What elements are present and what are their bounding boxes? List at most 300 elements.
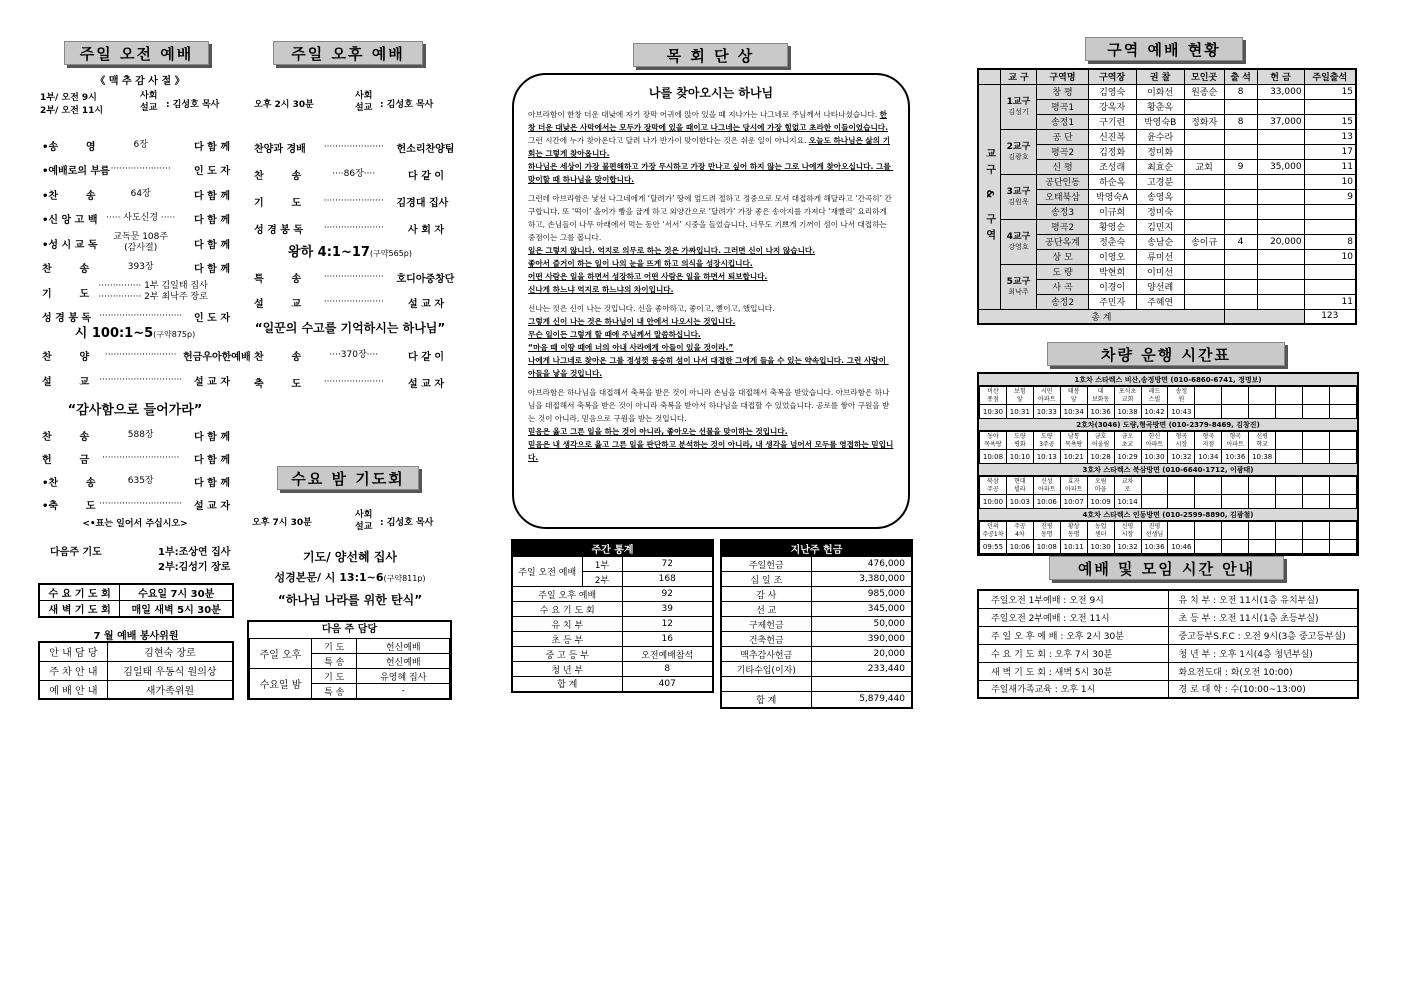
district-cell: [1257, 144, 1304, 159]
district-cell: 상 모: [1037, 249, 1088, 264]
offering-amount: 20,000: [811, 647, 912, 662]
district-cell: [1184, 174, 1224, 189]
order-leader: 헌금우아한예배: [182, 351, 251, 363]
district-cell: 김민지: [1136, 219, 1184, 234]
district-cell: 강옥자: [1088, 99, 1136, 114]
offering-amount: 390,000: [811, 632, 912, 647]
bus-stop: 오림 마을: [1087, 477, 1114, 495]
district-cell: 20,000: [1257, 234, 1304, 249]
schedule-left: 주 일 오 후 예 배 : 오후 2시 30분: [978, 626, 1168, 644]
district-table: [977, 68, 1357, 325]
stats-row: [512, 602, 713, 617]
volunteer-title: 7 월 예배 봉사위원: [93, 631, 179, 642]
order-detail: ·····························: [99, 498, 183, 509]
morning-title: 주일 오전 예배: [64, 41, 209, 65]
district-cell: 조성래: [1088, 159, 1136, 174]
stats-label: 합 계: [512, 677, 622, 692]
bus-time: 10:14: [1114, 495, 1141, 509]
bus-stop: 형곡 아파트: [1222, 432, 1249, 450]
offering-row: [721, 557, 912, 572]
volunteer-role: 주 차 안 내: [39, 661, 107, 680]
bus-time: [1195, 405, 1222, 419]
bus-stop: 현대 빌라: [1006, 477, 1033, 495]
bus-time: 10:36: [1087, 405, 1114, 419]
offering-row: [721, 692, 912, 708]
pastor-text-span: 한창 더운 대낮은 사막에서는 모두가 장막에 있을 때이고 나그네는 당시에 가장 힘없고 초라한 이들이었습니다.: [528, 110, 889, 132]
district-cell: 이규희: [1088, 204, 1136, 219]
group-name: 3교구: [1006, 186, 1031, 197]
bus-time: [1276, 405, 1303, 419]
offering-row: [721, 602, 912, 617]
district-row: [978, 219, 1356, 234]
district-cell: [1224, 189, 1257, 204]
bus-time: 10:43: [1168, 405, 1195, 419]
bus-stop: 농업 센터: [1087, 522, 1114, 540]
district-cell: [1304, 204, 1356, 219]
district-col-header: 헌 금: [1257, 69, 1304, 84]
afternoon-scripture: [250, 241, 450, 260]
offering-label: 감 사: [721, 587, 811, 602]
stats-label: 초 등 부: [512, 632, 622, 647]
next-week-person: -: [357, 684, 450, 699]
stats-body: [512, 557, 713, 692]
district-cell: 17: [1304, 144, 1356, 159]
stats-row: [512, 632, 713, 647]
district-group: [1000, 219, 1037, 264]
bus-time: 10:08: [1033, 540, 1060, 554]
bus-time: 10:30: [1141, 450, 1168, 464]
order-label: 설 교: [42, 376, 90, 388]
order-detail: ·····················: [323, 222, 384, 233]
volunteer-name: 김일태 우동식 원의상: [107, 661, 233, 680]
morning-subtitle: 《 맥 추 감 사 절 》: [95, 76, 185, 87]
district-cell: [1224, 204, 1257, 219]
group-leader: 김원욱: [1008, 197, 1029, 206]
stats-label: 유 치 부: [512, 617, 622, 632]
district-cell: 황영순: [1088, 219, 1136, 234]
bus-stop: 송정 원: [1168, 387, 1195, 405]
order-leader: 설 교 자: [194, 376, 230, 388]
district-group: [1000, 264, 1037, 309]
district-cell: 8: [1304, 234, 1356, 249]
order-row: [42, 425, 230, 445]
district-cell: 13: [1304, 129, 1356, 144]
district-cell: [1184, 264, 1224, 279]
district-cell: 교회: [1184, 159, 1224, 174]
stats-value: 오전예배참석: [622, 647, 713, 662]
bus-route-table: [979, 521, 1357, 554]
order-label: 헌 금: [42, 454, 90, 466]
district-row: [978, 174, 1356, 189]
bus-stops-row: [980, 477, 1357, 495]
bus-time: [1249, 405, 1276, 419]
order-leader: 인 도 자: [194, 166, 230, 177]
district-cell: [1224, 264, 1257, 279]
next-week-role: 특 송: [312, 684, 357, 699]
order-label: •성 시 교 독: [42, 239, 98, 251]
stats-sub: 2부: [582, 572, 622, 587]
afternoon-sermon-title: “일꾼의 수고를 기억하시는 하나님”: [254, 321, 446, 335]
district-cell: 공단인동: [1037, 174, 1088, 189]
district-cell: [1184, 144, 1224, 159]
stats-value: 8: [622, 662, 713, 677]
district-cell: 고경분: [1136, 174, 1184, 189]
district-cell: 11: [1304, 159, 1356, 174]
district-total-label: 총 계: [978, 309, 1224, 324]
bus-time: 10:46: [1168, 540, 1195, 554]
bus-route-table: [979, 476, 1357, 509]
district-cell: 정미숙: [1136, 204, 1184, 219]
district-cell: 주민자: [1088, 294, 1136, 309]
bus-stop: 형곡 시장: [1168, 432, 1195, 450]
district-cell: 김영숙: [1088, 84, 1136, 99]
district-cell: [1224, 129, 1257, 144]
bus-stops-row: [980, 432, 1357, 450]
order-detail: 64장: [130, 188, 151, 199]
order-detail: 393장: [127, 262, 154, 272]
next-prayer-label: 다음주 기도: [50, 547, 102, 558]
bus-times-row: [980, 495, 1357, 509]
order-label: 기 도: [254, 197, 302, 209]
offering-table: [720, 539, 913, 709]
morning-scripture-ref: 시 100:1~5: [74, 326, 154, 341]
district-cell: 박영숙B: [1136, 114, 1184, 129]
schedule-left: 새 벽 기 도 회 : 새벽 5시 30분: [978, 662, 1168, 680]
order-label: 성 경 봉 독: [254, 224, 304, 236]
bus-stop: 시민 아파트: [1033, 387, 1060, 405]
district-col-header: 구역명: [1037, 69, 1088, 84]
order-leader: 김경대 집사: [396, 197, 449, 209]
bus-stop: 동아 목욕탕: [980, 432, 1007, 450]
district-cell: 양선례: [1136, 279, 1184, 294]
order-label: 찬 양: [42, 351, 90, 363]
order-row: [42, 258, 230, 278]
pastor-title: 목 회 단 상: [633, 43, 788, 67]
bus-stop: [1329, 477, 1356, 495]
district-cell: 평곡1: [1037, 99, 1088, 114]
bus-stop: 한신 아파트: [1141, 432, 1168, 450]
district-cell: 33,000: [1257, 84, 1304, 99]
bus-time: [1195, 540, 1222, 554]
volunteer-role: 안 내 담 당: [39, 642, 107, 661]
offering-body: [721, 557, 912, 708]
district-group: [1000, 174, 1037, 219]
wednesday-scripture-ref: 성경본문/ 시 13:1~6: [274, 571, 384, 584]
prayer-name: 새 벽 기 도 회: [39, 601, 120, 618]
morning-presider-label: 사회 설교: [140, 91, 158, 113]
district-row: [978, 129, 1356, 144]
order-leader: 설 교 자: [408, 298, 444, 310]
bus-stop: [1329, 387, 1356, 405]
offering-label: 구제헌금: [721, 617, 811, 632]
offering-label: 합 계: [721, 692, 811, 708]
bus-time: [1222, 495, 1249, 509]
prayer-time: 매일 새벽 5시 30분: [120, 601, 233, 618]
order-label: 축 도: [254, 378, 302, 390]
bus-time: 10:34: [1060, 405, 1087, 419]
offering-row: [721, 647, 912, 662]
district-cell: 8: [1224, 84, 1257, 99]
bus-time: 10:00: [980, 495, 1007, 509]
bus-stop: [1276, 477, 1303, 495]
schedule-title: 예배 및 모임 시간 안내: [1049, 556, 1284, 580]
bus-stop: [1222, 522, 1249, 540]
order-row: [254, 345, 444, 365]
bus-time: [1222, 405, 1249, 419]
order-leader: 다 함 께: [194, 477, 230, 489]
district-cell: [1304, 279, 1356, 294]
bus-stop: 도량 3주공: [1033, 432, 1060, 450]
stats-row: [512, 662, 713, 677]
order-label: 찬 송: [254, 170, 302, 182]
district-cell: 김정화: [1088, 144, 1136, 159]
wednesday-presider-name: : 김성호 목사: [380, 518, 434, 528]
offering-amount: 50,000: [811, 617, 912, 632]
district-cell: [1184, 294, 1224, 309]
district-cell: 송이규: [1184, 234, 1224, 249]
bus-stop: [1303, 432, 1330, 450]
offering-amount: 3,380,000: [811, 572, 912, 587]
order-leader: 설 교 자: [408, 378, 444, 390]
district-cell: [1184, 129, 1224, 144]
bus-stop: [1276, 387, 1303, 405]
order-detail: ·····························: [99, 311, 183, 321]
district-group: [1000, 84, 1037, 129]
offering-label: 십 일 조: [721, 572, 811, 587]
order-detail: ·····················: [323, 296, 384, 307]
bus-stop: 금호 어울림: [1087, 432, 1114, 450]
bus-time: 10:34: [1195, 450, 1222, 464]
order-detail: ····86장····: [332, 168, 376, 179]
service-2-time: 2부/ 오전 11시: [40, 106, 104, 116]
bus-route-name: 3호차 스타렉스 북삼방면 (010-6640-1712, 이광태): [979, 464, 1357, 476]
district-cell: 창 평: [1037, 84, 1088, 99]
bus-times-row: [980, 450, 1357, 464]
order-row: [254, 164, 444, 184]
bus-stop: 태봉 앞: [1060, 387, 1087, 405]
wednesday-presider-label: 사회 설교: [355, 510, 373, 532]
schedule-right: 초 등 부 : 오전 11시(1층 초등부실): [1168, 608, 1358, 626]
bus-time: [1168, 495, 1195, 509]
bus-time: 10:38: [1114, 405, 1141, 419]
stats-row: [512, 677, 713, 692]
district-cell: [1184, 249, 1224, 264]
district-cell: 송정1: [1037, 114, 1088, 129]
district-cell: 평곡2: [1037, 144, 1088, 159]
bus-time: 10:33: [1033, 405, 1060, 419]
offering-row: [721, 677, 912, 692]
district-cell: [1257, 99, 1304, 114]
schedule-right: 청 년 부 : 오후 1시(4층 청년부실): [1168, 644, 1358, 662]
morning-presider-name: : 김성호 목사: [166, 100, 220, 110]
bus-time: 10:08: [980, 450, 1007, 464]
schedule-right: 화요전도대 : 화(오전 10:00): [1168, 662, 1358, 680]
bus-time: 10:28: [1087, 450, 1114, 464]
district-cell: 정화자: [1184, 114, 1224, 129]
stats-value: 92: [622, 587, 713, 602]
group-leader: 김광호: [1008, 152, 1029, 161]
bus-time: [1249, 495, 1276, 509]
district-cell: 최효순: [1136, 159, 1184, 174]
district-cell: 평곡2: [1037, 219, 1088, 234]
bus-stop: 보험 앞: [1006, 387, 1033, 405]
order-row: [42, 471, 230, 491]
offering-row: [721, 632, 912, 647]
bus-stop: [1303, 522, 1330, 540]
bus-stop: 인의 주공1차: [980, 522, 1007, 540]
weekly-stats-table: [511, 539, 714, 693]
district-side-label: 교구 & 구역: [978, 84, 1000, 309]
afternoon-scripture-ref: 왕하 4:1~17: [288, 245, 370, 260]
bus-time: [1303, 450, 1330, 464]
afternoon-presider-name: : 김성호 목사: [380, 100, 434, 110]
district-cell: [1257, 129, 1304, 144]
stats-row: [512, 587, 713, 602]
district-cell: 류미선: [1136, 249, 1184, 264]
bus-stop: [1222, 387, 1249, 405]
bus-stop: 신평 시장: [1114, 522, 1141, 540]
district-cell: 하순옥: [1088, 174, 1136, 189]
district-cell: [1224, 219, 1257, 234]
district-cell: [1304, 264, 1356, 279]
district-header-row: [978, 69, 1356, 84]
stats-value: 72: [622, 557, 713, 572]
order-row: [42, 233, 230, 253]
stats-row: [512, 647, 713, 662]
offering-label: 기타수입(이자): [721, 662, 811, 677]
offering-label: 선 교: [721, 602, 811, 617]
afternoon-presider-label: 사회 설교: [355, 91, 373, 113]
bus-time: 10:36: [1222, 450, 1249, 464]
district-cell: 윤수라: [1136, 129, 1184, 144]
bus-time: 10:07: [1060, 495, 1087, 509]
order-leader: 다 함 께: [194, 190, 230, 202]
district-cell: [1184, 204, 1224, 219]
schedule-right: 유 치 부 : 오전 11시(1층 유치부실): [1168, 590, 1358, 608]
stats-row: [512, 557, 713, 572]
bus-time: [1249, 540, 1276, 554]
district-cell: 구기련: [1088, 114, 1136, 129]
schedule-left: 주일오전 2부예배 : 오전 11시: [978, 608, 1168, 626]
district-cell: 35,000: [1257, 159, 1304, 174]
schedule-right: 경 로 대 학 : 수(10:00~13:00): [1168, 680, 1358, 698]
schedule-row: [978, 590, 1358, 608]
order-leader: 사 회 자: [408, 224, 444, 236]
bus-stop: 금오 초교: [1114, 432, 1141, 450]
district-cell: 15: [1304, 84, 1356, 99]
next-week-day: 주일 오후: [250, 639, 312, 669]
order-label: •신 앙 고 백: [42, 215, 98, 226]
district-cell: 원종순: [1184, 84, 1224, 99]
district-cell: 박현희: [1088, 264, 1136, 279]
pastor-column: [512, 73, 910, 529]
offering-amount: 476,000: [811, 557, 912, 572]
afternoon-scripture-page: (구약565p): [369, 249, 412, 258]
offering-amount: 233,440: [811, 662, 912, 677]
order-row: [42, 448, 230, 468]
offering-amount: [811, 677, 912, 692]
bus-time: 10:31: [1006, 405, 1033, 419]
bus-time: [1329, 405, 1356, 419]
district-cell: 송정2: [1037, 294, 1088, 309]
bus-stop: 효자 아파트: [1060, 477, 1087, 495]
district-title: 구역 예배 현황: [1085, 37, 1243, 61]
bus-stop: [1168, 522, 1195, 540]
next-week-box: [247, 620, 452, 700]
schedule-right: 중고등부S.F.C : 오전 9시(3층 중고등부실): [1168, 626, 1358, 644]
pastor-text-span: 그렇게 신이 나는 것은 하나님이 내 안에서 나오시는 것입니다. 무슨 일이든 그렇게 할 때에 주님께서 말씀하십니다. “마음 때 이땅 때에 너의 아내 사라에게 아들이 있을 것이라.” 나에게 나그네로 찾아온 그를 정성껏 융숭히 섬이 나서 대접한 그에게 들을 수 있는 약속입니다. 그런 사람이 아들을 낳을 것입니다.: [528, 317, 886, 378]
bus-time: [1141, 495, 1168, 509]
prayer-time: 수요일 7시 30분: [120, 584, 233, 601]
bus-stop: [1195, 477, 1222, 495]
bus-stop: 신평 학교: [1249, 432, 1276, 450]
offering-row: [721, 617, 912, 632]
bus-time: [1276, 540, 1303, 554]
bus-stop: [1249, 477, 1276, 495]
bus-stop: 형곡 지점: [1195, 432, 1222, 450]
order-detail: ····· 사도신경 ·····: [106, 213, 176, 223]
bus-stop: [1141, 477, 1168, 495]
order-label: •송 영: [42, 141, 96, 153]
stats-value: 12: [622, 617, 713, 632]
next-week-role: 기 도: [312, 669, 357, 684]
offering-amount: 5,879,440: [811, 692, 912, 708]
bus-stop: 대 보화동: [1087, 387, 1114, 405]
order-leader: 다 함 께: [194, 141, 230, 153]
district-cell: [1257, 189, 1304, 204]
order-detail: ·····························: [99, 374, 183, 385]
district-cell: 정춘숙: [1088, 234, 1136, 249]
stand-note: <•표는 일어서 주십시오>: [82, 519, 188, 529]
bus-time: 10:29: [1114, 450, 1141, 464]
district-cell: 송남순: [1136, 234, 1184, 249]
order-detail: ····370장····: [329, 349, 379, 360]
district-cell: 이화선: [1136, 84, 1184, 99]
bus-time: 10:03: [1006, 495, 1033, 509]
bus-time: 10:13: [1033, 450, 1060, 464]
stats-value: 168: [622, 572, 713, 587]
volunteer-name: 새가족위원: [107, 680, 233, 699]
wednesday-scripture-page: (구약811p): [383, 574, 426, 583]
bus-stop: 비산 종점: [980, 387, 1007, 405]
order-row: [42, 345, 251, 365]
order-detail: ··············· 1부 김일태 집사 ··············· 2부 최낙주 장로: [98, 281, 208, 302]
pastor-text-span: 일은 그렇지 않니다. 억지로 의무로 하는 것은 가짜입니다. 그러면 신이 나지 않습니다. 좋아서 즐거이 하는 일이 나의 눈을 뜨게 하고 의식을 성장시킵니다. 어떤 사람은 일을 하면서 성장하고 어떤 사람은 일을 하면서 퇴보합니다. 신나게 하느냐 억지로 하느냐의 차이입니다.: [528, 246, 816, 294]
district-cell: 송영옥: [1136, 189, 1184, 204]
bus-time: [1195, 495, 1222, 509]
schedule-left: 주일오전 1부예배 : 오전 9시: [978, 590, 1168, 608]
afternoon-title: 주일 오후 예배: [273, 41, 423, 65]
bus-stop: [1222, 477, 1249, 495]
bus-time: 10:30: [1087, 540, 1114, 554]
bus-time: [1303, 405, 1330, 419]
district-cell: 황춘옥: [1136, 99, 1184, 114]
bus-route-table: [979, 386, 1357, 419]
pastor-sermon-title: 나를 찾아오시는 하나님: [648, 86, 774, 100]
prayer-name: 수 요 기 도 회: [39, 584, 120, 601]
stats-value: 407: [622, 677, 713, 692]
order-row: [42, 494, 230, 514]
district-total-value: 123: [1304, 309, 1356, 324]
pastor-paragraph: [528, 192, 894, 296]
bus-stop: 도량 평화: [1006, 432, 1033, 450]
district-cell: 10: [1304, 174, 1356, 189]
bus-stop: [1276, 432, 1303, 450]
morning-scripture: [40, 322, 230, 341]
bus-stop: 진평 동명: [1033, 522, 1060, 540]
district-cell: 11: [1304, 294, 1356, 309]
order-detail: ···························: [102, 452, 180, 463]
